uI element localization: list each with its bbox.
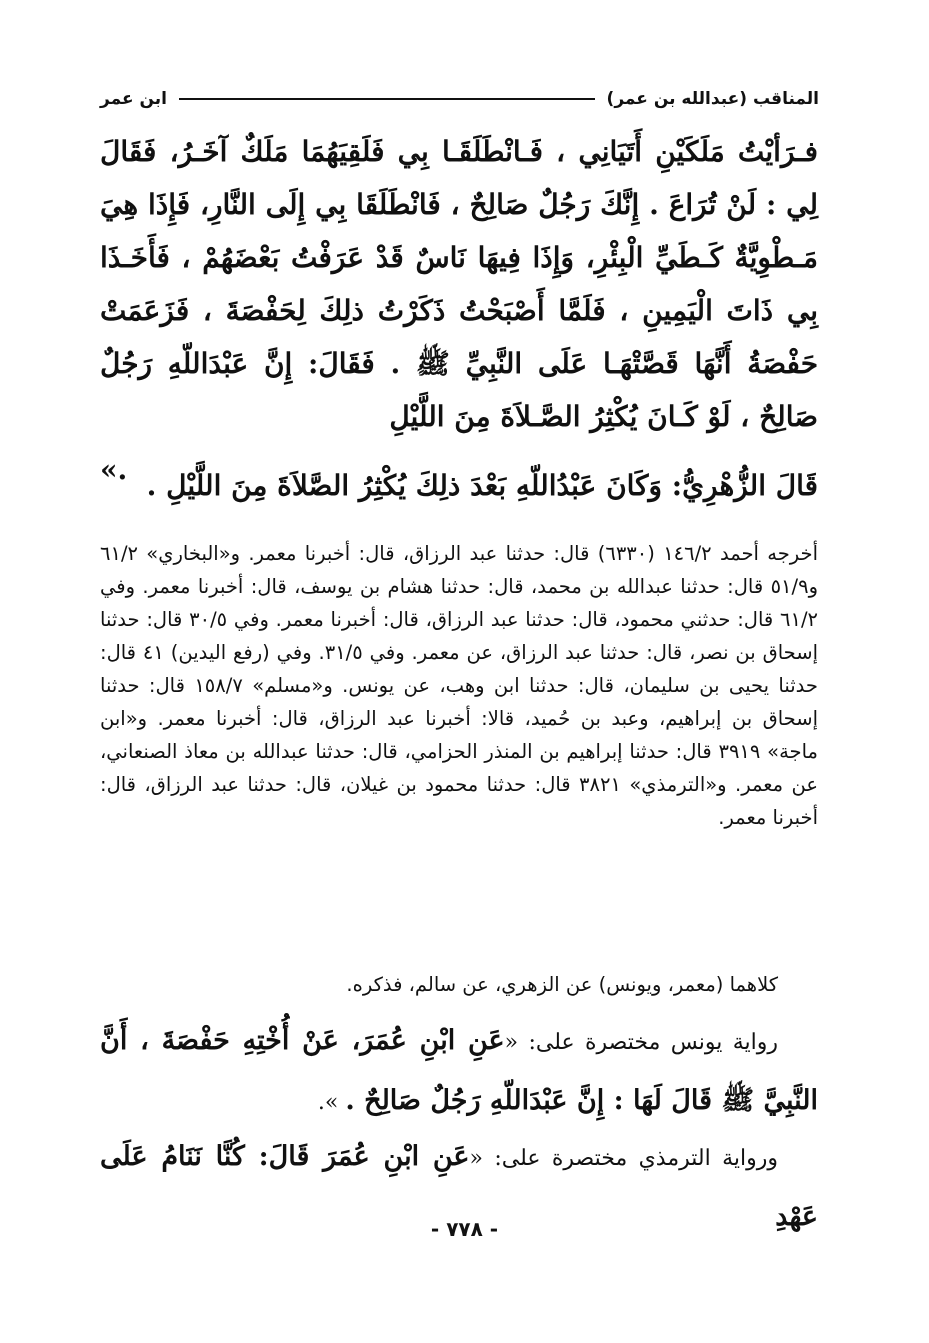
chain-summary: كلاهما (معمر، ويونس) عن الزهري، عن سالم، فذكره. <box>346 973 778 996</box>
section-title: المناقب (عبدالله بن عمر) <box>606 89 819 109</box>
zuhri-statement: قَالَ الزُّهْرِيُّ: وَكَانَ عَبْدُاللّهِ بَعْدَ ذلِكَ يُكْثِرُ الصَّلاَةَ مِنَ اللَّيْلِ . <box>146 469 818 502</box>
page-header <box>100 84 819 114</box>
hadith-main-text <box>100 125 818 496</box>
yunus-close: ». <box>317 1090 346 1115</box>
hadith-body: فـرَأيْتُ مَلَكَيْنِ أَتَيَانِي ، فَـانْطَلَقَـا بِي فَلَقِيَهُمَا مَلَكٌ آخَـرُ، فَقَالَ لِي : لَنْ تُرَاعَ . إِنَّكَ رَجُلٌ صَالِحٌ ، فَانْطَلَقَا بِي إِلَى النَّارِ، فَإِذَا هِيَ مَـطْوِيَّةٌ كَـطَيِّ الْبِئْرِ، وَإِذَا فِيهَا نَاسٌ قَدْ عَرَفْتُ بَعْضَهُمْ ، فَأَخَـذَا بِي ذَاتَ الْيَمِينِ ، فَلَمَّا أَصْبَحْتُ ذَكَرْتُ ذلِكَ لِحَفْصَةَ ، فَزَعَمَتْ حَفْصَةُ أَنَّهَا قَصَّتْهَـا عَلَى النَّبِيِّ ﷺ . فَقَالَ: إِنَّ عَبْدَاللّهِ رَجُلٌ صَالِحٌ ، لَوْ كَـانَ يُكْثِرُ الصَّـلاَةَ مِنَ اللَّيْلِ <box>100 135 818 433</box>
hadith-ending: .» <box>100 453 128 486</box>
yunus-intro: رواية يونس مختصرة على: « <box>504 1030 778 1055</box>
page-number: - ٧٧٨ - <box>430 1217 499 1241</box>
running-title: ابن عمر <box>100 89 168 109</box>
yunus-narration <box>100 1012 818 1132</box>
header-rule <box>179 98 595 100</box>
yunus-quote: عَنِ ابْنِ عُمَرَ، عَنْ أُخْتِهِ حَفْصَةَ ، أَنَّ النَّبِيَّ ﷺ قَالَ لَهَا : إِنَّ عَبْدَاللّهِ رَجُلٌ صَالِحٌ . <box>100 1025 818 1116</box>
tirmidhi-intro: ورواية الترمذي مختصرة على: « <box>469 1146 778 1171</box>
takhrij-footnote: أخرجه أحمد ١٤٦/٢ (٦٣٣٠) قال: حدثنا عبد الرزاق، قال: أخبرنا معمر. و«البخاري» ٦١/٢ و٥١/٩ قال: حدثنا عبدالله بن محمد، قال: حدثنا هشام بن يوسف، قال: أخبرنا معمر. وفي ٦١/٢ قال: حدثني محمود، قال: حدثنا عبد الرزاق، قال: أخبرنا معمر. وفي ٣٠/٥ قال: حدثنا إسحاق بن نصر، قال: حدثنا عبد الرزاق، عن معمر. وفي ٣١/٥. وفي (رفع اليدين) ٤١ قال: حدثنا يحيى بن سليمان، قال: حدثنا ابن وهب، عن يونس. و«مسلم» ١٥٨/٧ قال: حدثنا إسحاق بن إبراهيم، وعبد بن حُميد، قالا: أخبرنا عبد الرزاق، قال: أخبرنا معمر. و«ابن ماجة» ٣٩١٩ قال: حدثنا إبراهيم بن المنذر الحزامي، قال: حدثنا عبدالله بن معاذ الصنعاني، عن معمر. و«الترمذي» ٣٨٢١ قال: حدثنا محمود بن غيلان، قال: حدثنا عبد الرزاق، قال: أخبرنا معمر. <box>100 542 818 829</box>
tirmidhi-quote: عَنِ ابْنِ عُمَرَ قَالَ: كُنَّا نَنَامُ عَلَى عَهْدِ <box>100 1141 818 1232</box>
